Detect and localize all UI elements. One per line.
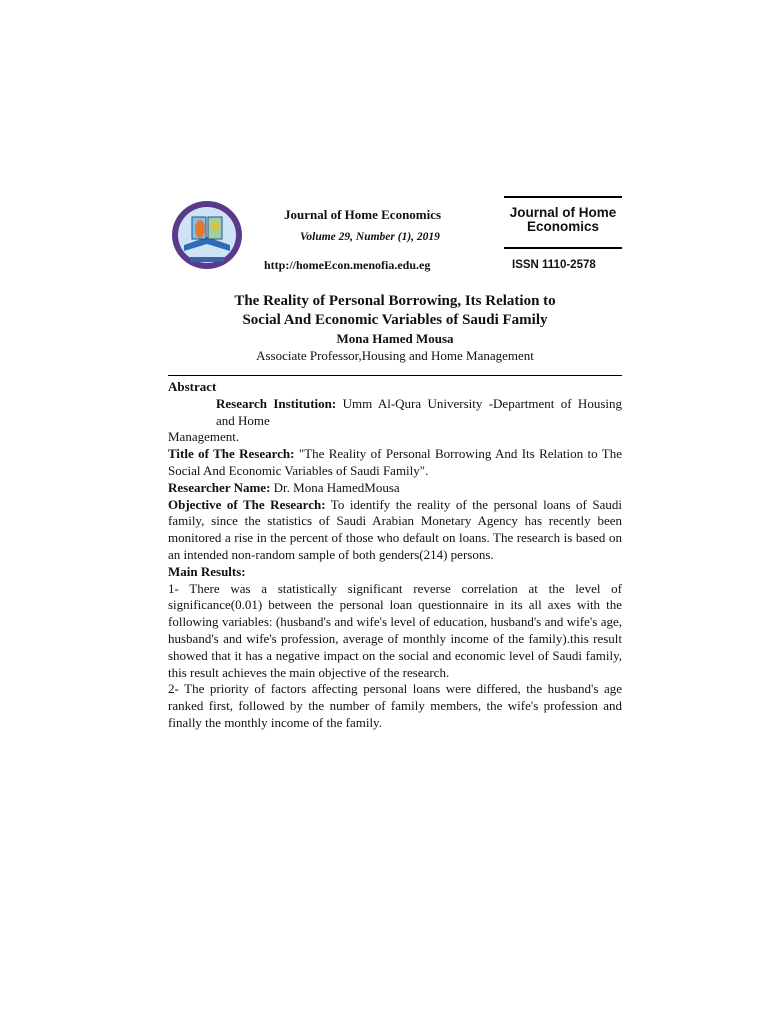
result-2: 2- The priority of factors affecting personal loans were differed, the husband's age ranked first, followed by the number of family members, the wife's profession and finally the monthly income of the family.: [168, 681, 622, 730]
box-rule-bottom: [504, 247, 622, 249]
objective-value: To identify the reality of the personal loans of Saudi family, since the statistics of Saudi Arabian Monetary Agency has recently been monitored a rise in the percent of those who default on loans. The research is based on an intended non-random sample of both genders(214) persons.: [168, 496, 622, 562]
result-1: 1- There was a statistically significant reverse correlation at the level of significance(0.01) between the personal loan questionnaire in its all axes with the following variables: (husband's and wife's level of education, husband's and wife's age, husband's and wife's profession, average of monthly income of the family).this result showed that it has a negative impact on the social and economic level of Saudi family, this result achieves the main objective of the research.: [168, 580, 622, 680]
section-divider: [168, 375, 622, 376]
box-rule-top: [504, 196, 622, 198]
institution-value: Umm Al-Qura University -Department of Housing and Home: [216, 395, 622, 428]
abstract-heading-text: Abstract: [168, 379, 217, 394]
results-label: Main Results:: [168, 563, 246, 579]
abstract: [168, 379, 622, 732]
objective-paragraph: [168, 497, 622, 564]
institution-label: Research Institution:: [216, 395, 337, 411]
paper-title-line2: Social And Economic Variables of Saudi Family: [242, 312, 548, 328]
institution-continuation: Management.: [168, 429, 240, 445]
title-paragraph: [168, 446, 622, 480]
author-name: Mona Hamed Mousa: [336, 331, 454, 346]
journal-box-title-line2: Economics: [526, 219, 600, 234]
objective-label: Objective of The Research:: [168, 496, 326, 512]
journal-box-title-line1: Journal of Home: [509, 205, 617, 220]
journal-url[interactable]: http://homeEcon.menofia.edu.eg: [264, 258, 431, 272]
journal-name: Journal of Home Economics: [284, 207, 442, 222]
author-affiliation: Associate Professor,Housing and Home Management: [256, 348, 534, 363]
issn: ISSN 1110-2578: [512, 259, 596, 271]
results-heading: [168, 564, 622, 581]
journal-box-title: [504, 206, 622, 234]
researcher-label: Researcher Name:: [168, 479, 271, 495]
title-label: Title of The Research:: [168, 446, 295, 462]
abstract-heading: [168, 379, 622, 396]
title-value: "The Reality of Personal Borrowing And Its Relation to The Social And Economic Variables of Saudi Family".: [168, 446, 622, 478]
paper-title-line1: The Reality of Personal Borrowing, Its Relation to: [234, 293, 556, 309]
institution-paragraph: [168, 396, 622, 430]
researcher-value: Dr. Mona HamedMousa: [270, 479, 400, 495]
researcher-paragraph: [168, 480, 622, 497]
journal-logo: [170, 199, 244, 271]
volume-issue: Volume 29, Number (1), 2019: [300, 231, 440, 243]
paper-title: [168, 292, 622, 330]
